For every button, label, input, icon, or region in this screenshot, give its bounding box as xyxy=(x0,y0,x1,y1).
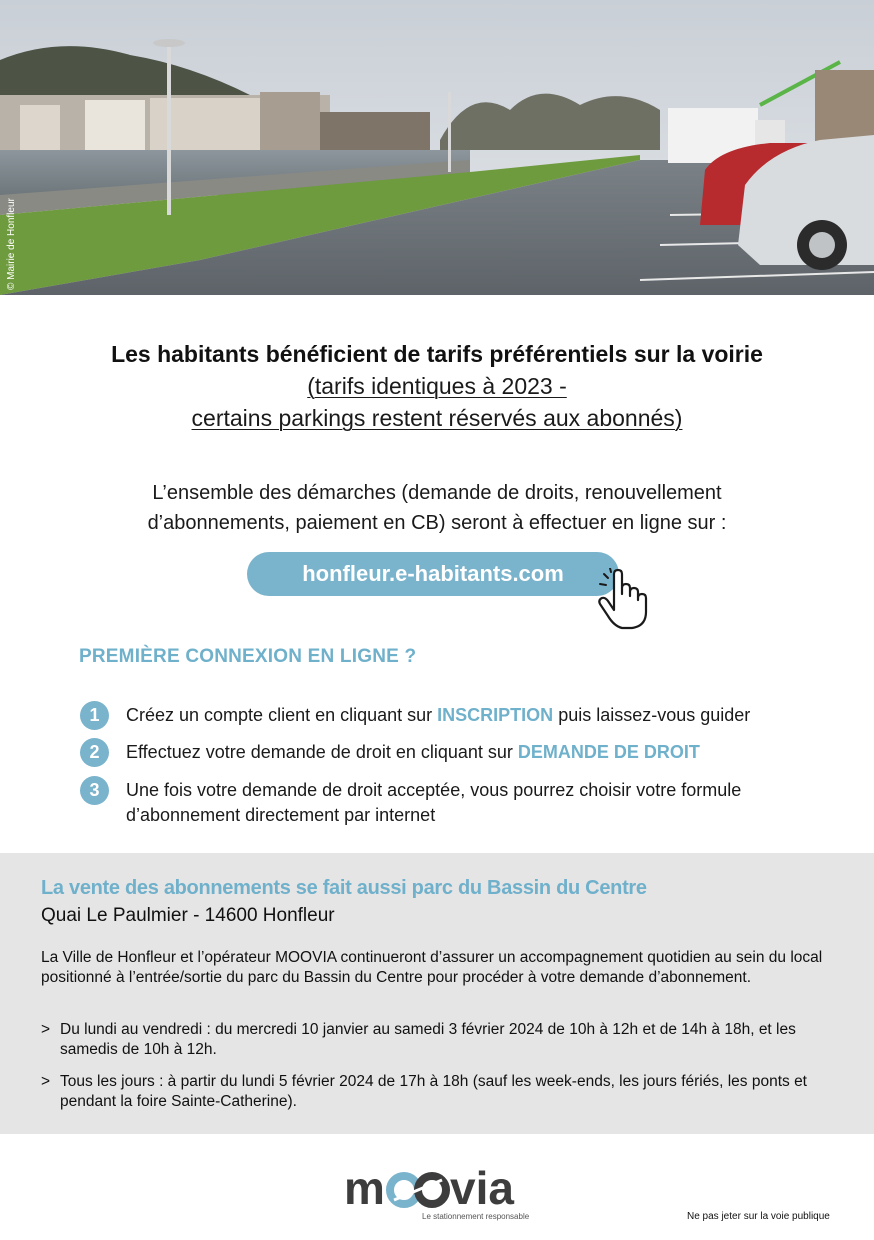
section-title-first-connection: PREMIÈRE CONNEXION EN LIGNE ? xyxy=(79,646,417,667)
step-text xyxy=(126,701,750,730)
step-text xyxy=(126,776,741,828)
sales-address: Quai Le Paulmier - 14600 Honfleur xyxy=(41,905,335,926)
step-3 xyxy=(80,776,820,828)
schedule-item-weekdays xyxy=(41,1020,836,1060)
schedule-text: Tous les jours : à partir du lundi 5 février 2024 de 17h à 18h (sauf les week-ends, les jours fériés, les ponts et pendant la foire Sainte-Catherine). xyxy=(60,1073,807,1110)
intro-text xyxy=(0,478,874,538)
sales-info-section xyxy=(0,853,874,1134)
bullet-chevron-icon: > xyxy=(41,1073,51,1090)
moovia-logo-mark xyxy=(344,1162,530,1212)
logo-tagline: Le stationnement responsable xyxy=(422,1212,530,1221)
sales-title: La vente des abonnements se fait aussi parc du Bassin du Centre xyxy=(41,877,647,899)
step-1 xyxy=(80,701,820,730)
harbor-parking-photo xyxy=(0,0,874,295)
intro-line-2: d’abonnements, paiement en CB) seront à effectuer en ligne sur : xyxy=(147,512,727,534)
website-link-button[interactable]: honfleur.e-habitants.com xyxy=(247,552,619,596)
pointing-hand-icon xyxy=(592,568,648,630)
demande-de-droit-highlight: DEMANDE DE DROIT xyxy=(517,742,700,762)
headline-title: Les habitants bénéficient de tarifs préférentiels sur la voirie xyxy=(111,341,763,367)
schedule-item-daily xyxy=(41,1072,836,1112)
schedule-text: Du lundi au vendredi : du mercredi 10 janvier au samedi 3 février 2024 de 10h à 12h et de 14h à 18h, et les samedis de 10h à 12h. xyxy=(60,1021,796,1058)
step-number-badge: 2 xyxy=(80,738,109,767)
step-number-badge: 3 xyxy=(80,776,109,805)
step-text-line-2: d’abonnement directement par internet xyxy=(126,805,436,825)
photo-credit: © Mairie de Honfleur xyxy=(6,198,17,290)
headline-subtitle-line-1: (tarifs identiques à 2023 - xyxy=(307,373,567,399)
intro-line-1: L’ensemble des démarches (demande de droits, renouvellement xyxy=(152,482,722,504)
footer-note: Ne pas jeter sur la voie publique xyxy=(687,1211,830,1222)
step-text xyxy=(126,738,700,767)
headline-subtitle-line-2: certains parkings restent réservés aux abonnés) xyxy=(191,405,683,431)
sales-paragraph: La Ville de Honfleur et l’opérateur MOOVIA continueront d’assurer un accompagnement quotidien au sein du local positionné à l’entrée/sortie du parc du Bassin du Centre pour procéder à votre demande d’abonnement. xyxy=(41,949,823,986)
headline xyxy=(0,338,874,434)
step-2 xyxy=(80,738,820,767)
step-text-line-1: Une fois votre demande de droit acceptée, vous pourrez choisir votre formule xyxy=(126,780,742,800)
bullet-chevron-icon: > xyxy=(41,1021,51,1038)
step-text-post: puis laissez-vous guider xyxy=(553,705,751,725)
step-text-pre: Effectuez votre demande de droit en cliquant sur xyxy=(126,742,518,762)
step-text-pre: Créez un compte client en cliquant sur xyxy=(126,705,438,725)
svg-text:via: via xyxy=(450,1162,514,1212)
inscription-highlight: INSCRIPTION xyxy=(437,705,554,725)
step-number-badge: 1 xyxy=(80,701,109,730)
moovia-logo xyxy=(344,1162,530,1224)
svg-text:m: m xyxy=(344,1162,385,1212)
